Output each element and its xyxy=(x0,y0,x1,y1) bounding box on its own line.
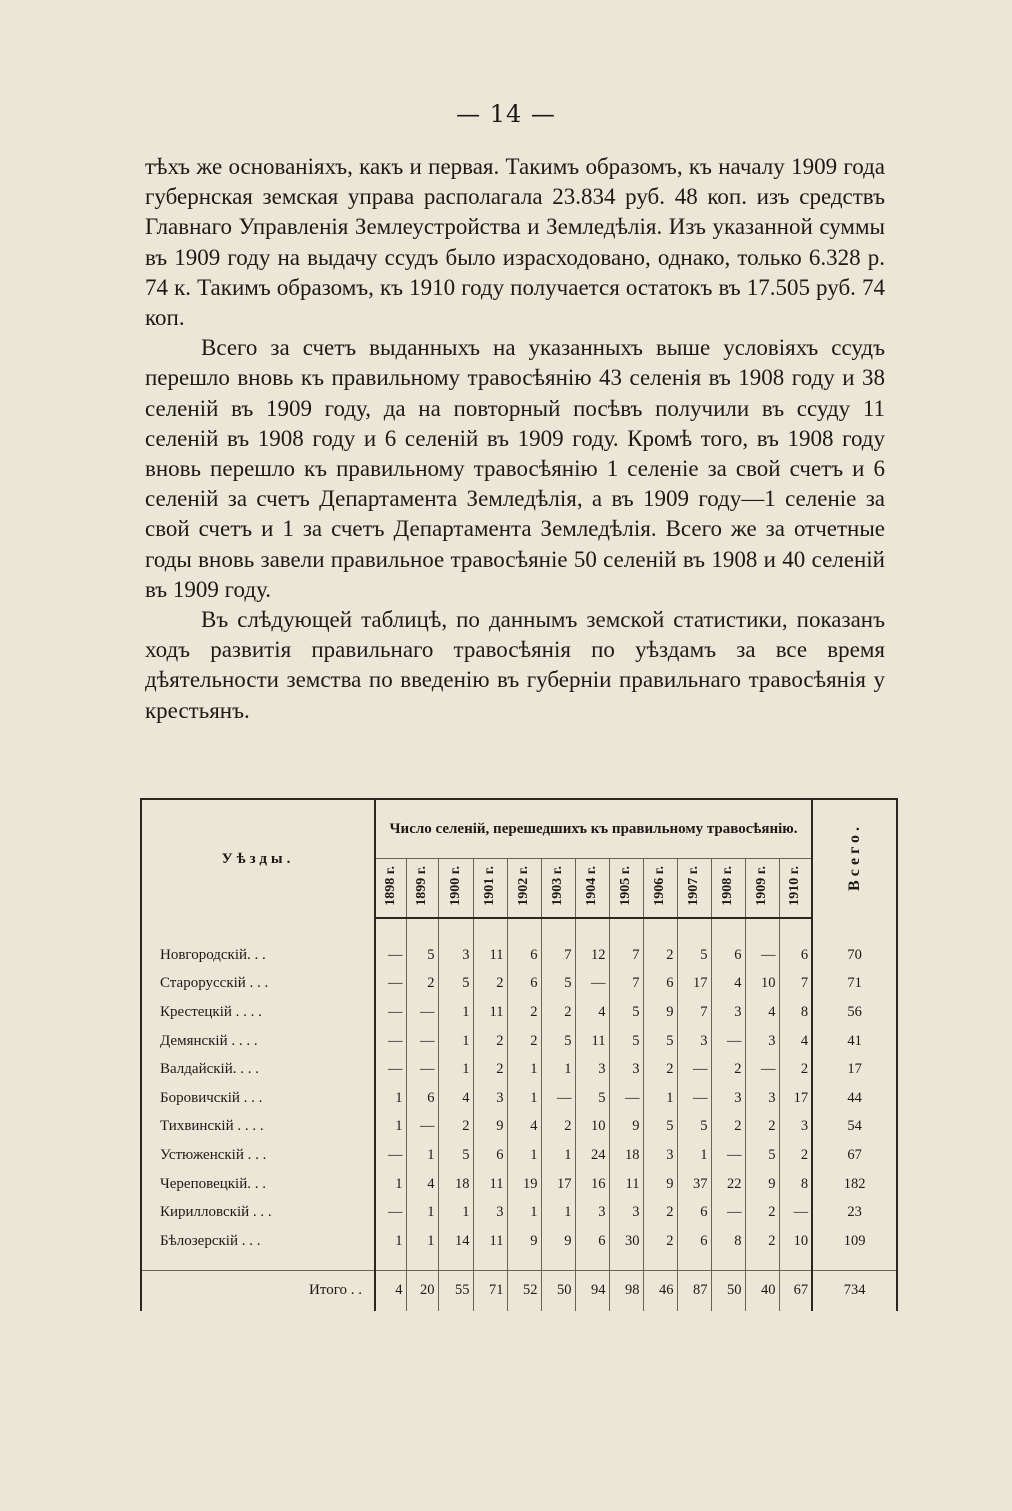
header-year xyxy=(375,859,406,919)
uezd-name: Итого . . xyxy=(141,1270,375,1311)
year-value: 5 xyxy=(541,970,575,999)
year-value: 2 xyxy=(779,1141,812,1170)
year-value: 11 xyxy=(575,1027,609,1056)
year-value: 1 xyxy=(406,1141,438,1170)
uezd-name: Бѣлозерскій . . . xyxy=(141,1227,375,1256)
uezd-name: Крестецкій . . . . xyxy=(141,998,375,1027)
year-value: 3 xyxy=(745,1084,779,1113)
row-total: 17 xyxy=(812,1055,897,1084)
header-year-label: 1900 г. xyxy=(447,865,463,906)
year-value: — xyxy=(406,1027,438,1056)
year-value: 50 xyxy=(541,1270,575,1311)
uezd-name: Череповецкій. . . xyxy=(141,1170,375,1199)
year-value: 3 xyxy=(609,1055,643,1084)
row-total: 54 xyxy=(812,1113,897,1142)
year-value: — xyxy=(388,975,403,992)
year-value: 98 xyxy=(609,1270,643,1311)
uezd-name: Кирилловскій . . . xyxy=(141,1198,375,1227)
year-value: 1 xyxy=(395,1118,403,1135)
header-year xyxy=(609,859,643,919)
year-value: 2 xyxy=(507,998,541,1027)
year-value: 9 xyxy=(507,1227,541,1256)
year-value: 1 xyxy=(541,1198,575,1227)
year-value: 4 xyxy=(575,998,609,1027)
year-value: — xyxy=(406,1055,438,1084)
year-value: 2 xyxy=(438,1113,473,1142)
year-value: 2 xyxy=(745,1198,779,1227)
year-value: 1 xyxy=(395,1232,403,1249)
row-total: 70 xyxy=(812,941,897,970)
year-value: 6 xyxy=(507,970,541,999)
body-text xyxy=(145,152,885,726)
header-year xyxy=(541,859,575,919)
year-value: 3 xyxy=(711,1084,745,1113)
year-value: 10 xyxy=(575,1113,609,1142)
header-year xyxy=(406,859,438,919)
year-value: 6 xyxy=(643,970,677,999)
year-value: 3 xyxy=(609,1198,643,1227)
year-value: — xyxy=(575,970,609,999)
year-value: 3 xyxy=(643,1141,677,1170)
year-value: — xyxy=(541,1084,575,1113)
header-year xyxy=(473,859,507,919)
year-value: 2 xyxy=(473,1027,507,1056)
year-value: 2 xyxy=(643,1055,677,1084)
year-value: — xyxy=(609,1084,643,1113)
year-value: 1 xyxy=(406,1227,438,1256)
header-group: Число селеній, перешедшихъ къ правильному травосѣянію. xyxy=(375,799,812,859)
year-value: 1 xyxy=(438,1027,473,1056)
year-value: 8 xyxy=(711,1227,745,1256)
year-value: 10 xyxy=(745,970,779,999)
header-year-label: 1901 г. xyxy=(482,865,497,906)
year-value: 5 xyxy=(541,1027,575,1056)
header-year-label: 1908 г. xyxy=(720,865,735,906)
year-value: 4 xyxy=(406,1170,438,1199)
year-value: 3 xyxy=(575,1198,609,1227)
row-total: 71 xyxy=(812,970,897,999)
year-value: 11 xyxy=(473,1170,507,1199)
year-value: 3 xyxy=(473,1084,507,1113)
year-value: 20 xyxy=(406,1270,438,1311)
header-year xyxy=(643,859,677,919)
year-value: 5 xyxy=(677,941,711,970)
year-value: 3 xyxy=(711,998,745,1027)
year-value: 4 xyxy=(507,1113,541,1142)
year-value: 6 xyxy=(473,1141,507,1170)
year-value: 19 xyxy=(507,1170,541,1199)
year-value: 30 xyxy=(609,1227,643,1256)
row-total: 182 xyxy=(812,1170,897,1199)
table-row xyxy=(141,1113,897,1142)
uezd-name: Боровичскій . . . xyxy=(141,1084,375,1113)
header-year xyxy=(711,859,745,919)
year-value: 12 xyxy=(575,941,609,970)
year-value: 3 xyxy=(779,1113,812,1142)
uezd-name: Старорусскій . . . xyxy=(141,970,375,999)
year-value: 17 xyxy=(677,970,711,999)
year-value: 3 xyxy=(438,941,473,970)
year-value: 5 xyxy=(438,1141,473,1170)
year-value: 6 xyxy=(507,941,541,970)
year-value: 16 xyxy=(575,1170,609,1199)
year-value: 5 xyxy=(438,970,473,999)
header-year xyxy=(779,859,812,919)
year-value: — xyxy=(779,1198,812,1227)
year-value: 52 xyxy=(507,1270,541,1311)
year-value: — xyxy=(388,1146,403,1163)
paragraph-1: тѣхъ же основаніяхъ, какъ и первая. Такимъ образомъ, къ началу 1909 года губернская земская управа располагала 23.834 руб. 48 коп. изъ средствъ Главнаго Управленія Землеустройства и Земледѣлія. Изъ указанной суммы въ 1909 году на выдачу ссудъ было израсходовано, однако, только 6.328 р. 74 к. Такимъ образомъ, къ 1910 году получается остатокъ въ 17.505 руб. 74 коп. xyxy=(145,154,885,331)
year-value: 40 xyxy=(745,1270,779,1311)
year-value: 3 xyxy=(745,1027,779,1056)
header-year xyxy=(438,859,473,919)
year-value: 2 xyxy=(711,1055,745,1084)
year-value: 2 xyxy=(541,998,575,1027)
year-value: 9 xyxy=(643,1170,677,1199)
year-value: 1 xyxy=(507,1055,541,1084)
year-value: 2 xyxy=(643,941,677,970)
header-year-label: 1909 г. xyxy=(754,865,769,906)
year-value: 6 xyxy=(575,1227,609,1256)
year-value: 5 xyxy=(575,1084,609,1113)
header-total xyxy=(812,799,897,918)
year-value: 7 xyxy=(677,998,711,1027)
year-value: 37 xyxy=(677,1170,711,1199)
year-value: 17 xyxy=(779,1084,812,1113)
year-value: 14 xyxy=(438,1227,473,1256)
year-value: 1 xyxy=(507,1198,541,1227)
year-value: 18 xyxy=(609,1141,643,1170)
year-value: 11 xyxy=(473,941,507,970)
year-value: 2 xyxy=(745,1227,779,1256)
year-value: 9 xyxy=(541,1227,575,1256)
year-value: — xyxy=(388,1032,403,1049)
year-value: 1 xyxy=(541,1055,575,1084)
totals-row xyxy=(141,1270,897,1311)
year-value: — xyxy=(711,1198,745,1227)
year-value: — xyxy=(711,1141,745,1170)
header-year-label: 1902 г. xyxy=(516,865,531,906)
year-value: 87 xyxy=(677,1270,711,1311)
year-value: 1 xyxy=(438,1055,473,1084)
table-row xyxy=(141,1227,897,1256)
header-total-label: Всего. xyxy=(845,822,863,891)
travoseyanie-table xyxy=(140,798,898,1311)
year-value: 2 xyxy=(745,1113,779,1142)
year-value: — xyxy=(711,1027,745,1056)
uezd-name: Демянскій . . . . xyxy=(141,1027,375,1056)
year-value: 55 xyxy=(438,1270,473,1311)
year-value: — xyxy=(677,1084,711,1113)
table-row xyxy=(141,1027,897,1056)
year-value: 6 xyxy=(677,1227,711,1256)
table-row xyxy=(141,1084,897,1113)
year-value: 24 xyxy=(575,1141,609,1170)
year-value: 17 xyxy=(541,1170,575,1199)
header-year-label: 1910 г. xyxy=(787,865,803,906)
header-year xyxy=(677,859,711,919)
year-value: 94 xyxy=(575,1270,609,1311)
year-value: 2 xyxy=(507,1027,541,1056)
spacer-row xyxy=(141,918,897,941)
year-value: 2 xyxy=(406,970,438,999)
year-value: — xyxy=(388,946,403,963)
table-row xyxy=(141,998,897,1027)
table-row xyxy=(141,1170,897,1199)
header-year-label: 1899 г. xyxy=(414,865,429,906)
row-total: 734 xyxy=(812,1270,897,1311)
year-value: 4 xyxy=(375,1270,406,1311)
year-value: 5 xyxy=(643,1113,677,1142)
year-value: 2 xyxy=(473,970,507,999)
header-year xyxy=(507,859,541,919)
year-value: 5 xyxy=(745,1141,779,1170)
year-value: 11 xyxy=(473,998,507,1027)
year-value: 10 xyxy=(779,1227,812,1256)
year-value: 6 xyxy=(711,941,745,970)
header-year-label: 1903 г. xyxy=(550,865,565,906)
header-year xyxy=(575,859,609,919)
year-value: 22 xyxy=(711,1170,745,1199)
uezd-name: Тихвинскій . . . . xyxy=(141,1113,375,1142)
year-value: 1 xyxy=(541,1141,575,1170)
table-row xyxy=(141,970,897,999)
year-value: 4 xyxy=(711,970,745,999)
table-row xyxy=(141,1198,897,1227)
table-row xyxy=(141,941,897,970)
row-total: 109 xyxy=(812,1227,897,1256)
year-value: 71 xyxy=(473,1270,507,1311)
year-value: 11 xyxy=(609,1170,643,1199)
year-value: 5 xyxy=(406,941,438,970)
year-value: 18 xyxy=(438,1170,473,1199)
year-value: 6 xyxy=(677,1198,711,1227)
year-value: 4 xyxy=(438,1084,473,1113)
year-value: — xyxy=(745,941,779,970)
year-value: 67 xyxy=(779,1270,812,1311)
year-value: 9 xyxy=(643,998,677,1027)
header-year xyxy=(745,859,779,919)
table-row xyxy=(141,1141,897,1170)
uezd-name: Валдайскій. . . . xyxy=(141,1055,375,1084)
year-value: 1 xyxy=(438,998,473,1027)
year-value: 2 xyxy=(473,1055,507,1084)
page-number: — 14 — xyxy=(456,100,556,128)
year-value: 1 xyxy=(438,1198,473,1227)
year-value: 8 xyxy=(779,1170,812,1199)
header-year-label: 1905 г. xyxy=(618,865,633,906)
table-row xyxy=(141,1055,897,1084)
row-total: 67 xyxy=(812,1141,897,1170)
year-value: 1 xyxy=(677,1141,711,1170)
year-value: — xyxy=(388,1204,403,1221)
year-value: 46 xyxy=(643,1270,677,1311)
year-value: 4 xyxy=(745,998,779,1027)
uezd-name: Новгородскій. . . xyxy=(141,941,375,970)
year-value: — xyxy=(388,1003,403,1020)
row-total: 23 xyxy=(812,1198,897,1227)
row-total: 44 xyxy=(812,1084,897,1113)
paragraph-2: Всего за счетъ выданныхъ на указанныхъ выше условіяхъ ссудъ перешло вновь къ правильному травосѣянію 43 селенія въ 1908 году и 38 селеній въ 1909 году, да на повторный посѣвъ получили въ ссуду 11 селеній въ 1908 году и 6 селеній въ 1909 году. Кромѣ того, въ 1908 году вновь перешло къ правильному травосѣянію 1 селеніе за свой счетъ и 6 селеній за счетъ Департамента Земледѣлія, а въ 1909 году—1 селеніе за свой счетъ и 1 за счетъ Департамента Земледѣлія. Всего же за отчетные годы вновь завели правильное травосѣяніе 50 селеній въ 1908 и 40 селеній въ 1909 году. xyxy=(145,335,885,602)
year-value: 1 xyxy=(643,1084,677,1113)
uezd-name: Устюженскій . . . xyxy=(141,1141,375,1170)
year-value: 2 xyxy=(643,1198,677,1227)
year-value: — xyxy=(388,1061,403,1078)
year-value: 2 xyxy=(779,1055,812,1084)
year-value: 7 xyxy=(609,941,643,970)
year-value: 1 xyxy=(507,1084,541,1113)
year-value: 6 xyxy=(406,1084,438,1113)
header-uezdy: Уѣзды. xyxy=(141,799,375,918)
year-value: 3 xyxy=(473,1198,507,1227)
year-value: 5 xyxy=(609,1027,643,1056)
year-value: 7 xyxy=(541,941,575,970)
header-year-label: 1906 г. xyxy=(652,865,667,906)
year-value: 1 xyxy=(395,1175,403,1192)
year-value: 2 xyxy=(541,1113,575,1142)
paragraph-3: Въ слѣдующей таблицѣ, по даннымъ земской статистики, показанъ ходъ развитія правильнаго травосѣянія по уѣздамъ за все время дѣятельности земства по введенію въ губерніи правильнаго травосѣянія у крестьянъ. xyxy=(145,607,885,723)
year-value: 1 xyxy=(406,1198,438,1227)
year-value: 7 xyxy=(609,970,643,999)
year-value: 9 xyxy=(745,1170,779,1199)
year-value: — xyxy=(406,998,438,1027)
year-value: 5 xyxy=(677,1113,711,1142)
year-value: 3 xyxy=(677,1027,711,1056)
year-value: 9 xyxy=(473,1113,507,1142)
year-value: 4 xyxy=(779,1027,812,1056)
year-value: 2 xyxy=(643,1227,677,1256)
year-value: 1 xyxy=(507,1141,541,1170)
year-value: 11 xyxy=(473,1227,507,1256)
header-year-label: 1907 г. xyxy=(686,865,701,906)
row-total: 41 xyxy=(812,1027,897,1056)
row-total: 56 xyxy=(812,998,897,1027)
header-year-label: 1898 г. xyxy=(382,865,398,906)
year-value: 9 xyxy=(609,1113,643,1142)
year-value: 6 xyxy=(779,941,812,970)
spacer-row xyxy=(141,1256,897,1271)
year-value: — xyxy=(406,1113,438,1142)
year-value: 5 xyxy=(643,1027,677,1056)
year-value: 2 xyxy=(711,1113,745,1142)
year-value: 5 xyxy=(609,998,643,1027)
year-value: — xyxy=(677,1055,711,1084)
year-value: 50 xyxy=(711,1270,745,1311)
year-value: — xyxy=(745,1055,779,1084)
year-value: 1 xyxy=(395,1089,403,1106)
year-value: 3 xyxy=(575,1055,609,1084)
year-value: 7 xyxy=(779,970,812,999)
year-value: 8 xyxy=(779,998,812,1027)
header-year-label: 1904 г. xyxy=(584,865,599,906)
